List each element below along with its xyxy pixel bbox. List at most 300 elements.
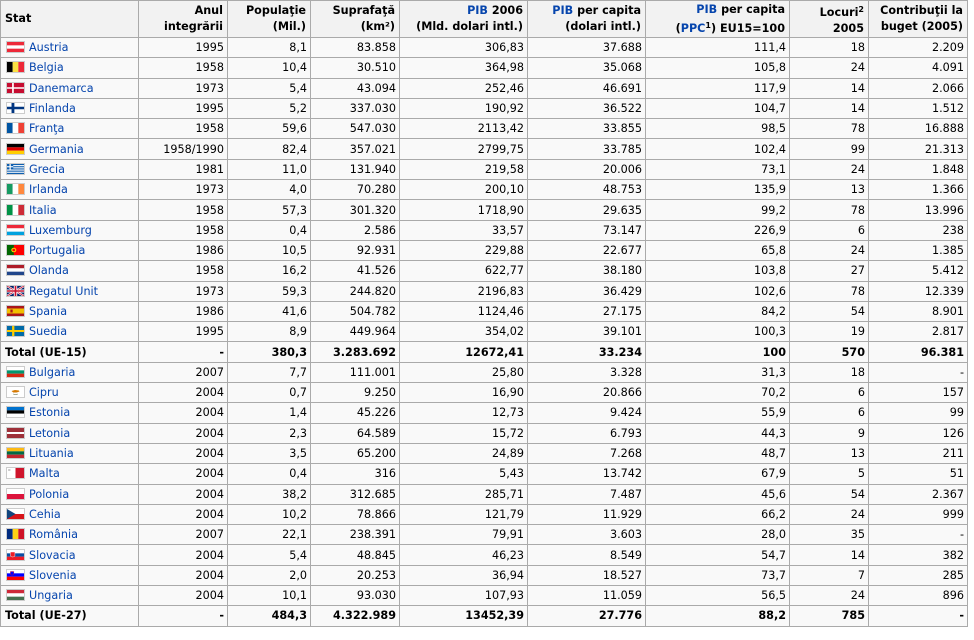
country-link[interactable]: Austria [29,41,69,55]
header-gdp[interactable]: PIB 2006 (Mld. dolari intl.) [400,1,528,38]
gdp-cell: 229,88 [400,240,528,260]
country-link[interactable]: Slovacia [29,548,76,562]
ppp-cell: 111,4 [646,38,790,58]
greece-flag-icon [6,163,25,175]
austria-flag-icon [6,41,25,53]
contrib-cell: 238 [869,220,968,240]
pop-cell: 5,4 [228,78,311,98]
gdppc-cell: 22.677 [528,240,646,260]
area-cell: 238.391 [311,525,400,545]
pop-cell: 11,0 [228,159,311,179]
year-cell: 1958 [139,220,228,240]
gdppc-cell: 38.180 [528,261,646,281]
contrib-cell: 211 [869,443,968,463]
seats-cell: 99 [790,139,869,159]
denmark-flag-icon [6,82,25,94]
ppp-gdp-link[interactable]: PIB [696,2,718,16]
ppp-cell: 54,7 [646,545,790,565]
table-row [1,281,968,301]
country-link[interactable]: Italia [29,203,57,217]
header-contributions[interactable]: Contribuţii la buget (2005) [869,1,968,38]
state-cell [1,565,139,585]
header-area[interactable]: Suprafaţă (km²) [311,1,400,38]
gdp-cell: 219,58 [400,159,528,179]
year-cell: 1958 [139,200,228,220]
seats-cell: 24 [790,504,869,524]
country-link[interactable]: Belgia [29,61,64,75]
state-cell [1,423,139,443]
gdp-cell: 16,90 [400,383,528,403]
header-gdp-per-capita[interactable]: PIB per capita (dolari intl.) [528,1,646,38]
pop-cell: 1,4 [228,403,311,423]
header-state[interactable]: Stat [1,1,139,38]
state-cell [1,200,139,220]
pop-cell: 0,4 [228,464,311,484]
country-link[interactable]: Cehia [29,507,61,521]
total-row [1,606,968,626]
seats-cell: 5 [790,464,869,484]
country-link[interactable]: Ungaria [29,589,73,603]
cyprus-flag-icon [6,386,25,398]
ppp-cell: 73,7 [646,565,790,585]
pop-cell: 10,2 [228,504,311,524]
year-cell: 1973 [139,78,228,98]
table-row [1,464,968,484]
seats-cell: 78 [790,200,869,220]
area-cell: 312.685 [311,484,400,504]
ppp-cell: 102,6 [646,281,790,301]
year-cell: 1958 [139,261,228,281]
finland-flag-icon [6,102,25,114]
gdp-cell: 622,77 [400,261,528,281]
state-cell [1,322,139,342]
ppp-cell: 48,7 [646,443,790,463]
pop-cell: 2,0 [228,565,311,585]
year-cell: 2004 [139,464,228,484]
year-cell: 2007 [139,525,228,545]
ppp-cell: 70,2 [646,383,790,403]
country-link[interactable]: Olanda [29,264,69,278]
table-row [1,78,968,98]
gdp-cell: 1124,46 [400,301,528,321]
seats-cell: 27 [790,261,869,281]
gdp-cell: 1718,90 [400,200,528,220]
table-row [1,159,968,179]
pop-cell: 5,4 [228,545,311,565]
year-cell: 2004 [139,383,228,403]
ppp-cell: 88,2 [646,606,790,626]
malta-flag-icon [6,467,25,479]
state-cell [1,119,139,139]
table-row [1,261,968,281]
seats-cell: 78 [790,119,869,139]
area-cell: 78.866 [311,504,400,524]
area-cell: 30.510 [311,58,400,78]
table-row [1,98,968,118]
year-cell: 2007 [139,362,228,382]
state-cell [1,180,139,200]
country-link[interactable]: Polonia [29,487,70,501]
seats-cell: 18 [790,362,869,382]
gdp-cell: 364,98 [400,58,528,78]
pop-cell: 59,3 [228,281,311,301]
gdppc-cell: 3.328 [528,362,646,382]
seats-cell: 14 [790,545,869,565]
ppp-cell: 44,3 [646,423,790,443]
ppp-cell: 67,9 [646,464,790,484]
gdp-cell: 5,43 [400,464,528,484]
year-cell: 1986 [139,301,228,321]
table-row [1,504,968,524]
country-link[interactable]: Regatul Unit [29,284,99,298]
gdppc-cell: 37.688 [528,38,646,58]
gdppc-cell: 33.855 [528,119,646,139]
seats-cell: 6 [790,220,869,240]
country-link[interactable]: Letonia [29,426,71,440]
contrib-cell: 1.512 [869,98,968,118]
ppp-cell: 45,6 [646,484,790,504]
country-link[interactable]: Portugalia [29,244,86,258]
year-cell: 1995 [139,322,228,342]
country-link[interactable]: Spania [29,305,68,318]
area-cell: 131.940 [311,159,400,179]
contrib-cell: 21.313 [869,139,968,159]
year-cell: 1981 [139,159,228,179]
ppp-cell: 65,8 [646,240,790,260]
pop-cell: 2,3 [228,423,311,443]
ireland-flag-icon [6,183,25,195]
netherlands-flag-icon [6,264,25,276]
gdppc-cell: 18.527 [528,565,646,585]
state-cell [1,403,139,423]
contrib-cell: 12.339 [869,281,968,301]
country-link[interactable]: Lituania [29,447,74,461]
contrib-cell: 1.366 [869,180,968,200]
contrib-cell: 2.209 [869,38,968,58]
slovakia-flag-icon [6,549,25,561]
seats-cell: 54 [790,484,869,504]
area-cell: 357.021 [311,139,400,159]
header-year[interactable]: Anul integrării [139,1,228,38]
spain-flag-icon [6,305,25,317]
year-cell: 2004 [139,545,228,565]
area-cell: 504.782 [311,301,400,321]
country-link[interactable]: Finlanda [29,102,76,116]
pop-cell: 10,5 [228,240,311,260]
area-cell: 111.001 [311,362,400,382]
country-link[interactable]: Malta [29,467,60,481]
pop-cell: 38,2 [228,484,311,504]
state-cell [1,159,139,179]
gdppc-cell: 27.175 [528,301,646,321]
area-cell: 83.858 [311,38,400,58]
state-cell [1,383,139,403]
seats-cell: 13 [790,443,869,463]
pop-cell: 380,3 [228,342,311,362]
contrib-cell: 13.996 [869,200,968,220]
gdp-cell: 25,80 [400,362,528,382]
table-row [1,322,968,342]
year-cell: 1958/1990 [139,139,228,159]
country-link[interactable]: Estonia [29,406,71,420]
country-link[interactable]: Suedia [29,325,68,339]
ppp-cell: 135,9 [646,180,790,200]
ppp-cell: 66,2 [646,504,790,524]
year-cell: 2004 [139,443,228,463]
year-cell: 2004 [139,586,228,606]
area-cell: 65.200 [311,443,400,463]
gdppc-cell: 46.691 [528,78,646,98]
table-row [1,484,968,504]
area-cell: 4.322.989 [311,606,400,626]
luxembourg-flag-icon [6,224,25,236]
contrib-cell: 2.367 [869,484,968,504]
seats-cell: 24 [790,240,869,260]
seats-cell: 78 [790,281,869,301]
table-row [1,301,968,321]
contrib-cell: 5.412 [869,261,968,281]
year-cell: 2004 [139,565,228,585]
gdp-cell: 12,73 [400,403,528,423]
ppp-cell: 102,4 [646,139,790,159]
gdp-cell: 200,10 [400,180,528,200]
contrib-cell: 896 [869,586,968,606]
seats-cell: 6 [790,383,869,403]
contrib-cell: 51 [869,464,968,484]
gdppc-cell: 33.785 [528,139,646,159]
contrib-cell: 2.817 [869,322,968,342]
state-cell [1,606,139,626]
contrib-cell: 157 [869,383,968,403]
gdp-cell: 2113,42 [400,119,528,139]
country-link[interactable]: România [29,528,78,542]
seats-cell: 24 [790,58,869,78]
ppp-cell: 104,7 [646,98,790,118]
czech-flag-icon [6,508,25,520]
pop-cell: 16,2 [228,261,311,281]
year-cell: 1995 [139,38,228,58]
table-row [1,38,968,58]
state-cell [1,139,139,159]
table-row [1,525,968,545]
seats-cell: 13 [790,180,869,200]
seats-footnote[interactable]: 2 [858,4,864,14]
ppp-cell: 98,5 [646,119,790,139]
poland-flag-icon [6,488,25,500]
pop-cell: 82,4 [228,139,311,159]
state-cell [1,443,139,463]
contrib-cell: - [869,525,968,545]
gdp-cell: 36,94 [400,565,528,585]
state-cell [1,301,139,321]
state-cell [1,98,139,118]
gdp-link[interactable]: PIB [467,4,488,17]
year-cell: 1973 [139,180,228,200]
pop-cell: 7,7 [228,362,311,382]
slovenia-flag-icon [6,569,25,581]
table-row [1,139,968,159]
ppp-cell: 56,5 [646,586,790,606]
gdppc-cell: 36.429 [528,281,646,301]
table-row [1,180,968,200]
ppp-cell: 73,1 [646,159,790,179]
year-cell: 1958 [139,119,228,139]
contrib-cell: - [869,606,968,626]
state-cell [1,342,139,362]
portugal-flag-icon [6,244,25,256]
gdppc-cell: 20.006 [528,159,646,179]
table-row [1,200,968,220]
year-cell: - [139,342,228,362]
country-link[interactable]: Bulgaria [29,365,76,379]
ppp-link[interactable]: PPC [680,21,706,35]
country-link[interactable]: Luxemburg [29,223,92,237]
country-link[interactable]: Germania [29,142,84,156]
gdppc-cell: 13.742 [528,464,646,484]
seats-cell: 6 [790,403,869,423]
area-cell: 449.964 [311,322,400,342]
header-population[interactable]: Populaţie (Mil.) [228,1,311,38]
contrib-cell: - [869,362,968,382]
lithuania-flag-icon [6,447,25,459]
gdppc-cell: 6.793 [528,423,646,443]
ppp-cell: 55,9 [646,403,790,423]
gdp-cell: 46,23 [400,545,528,565]
table-row [1,545,968,565]
area-cell: 92.931 [311,240,400,260]
area-cell: 9.250 [311,383,400,403]
contrib-cell: 96.381 [869,342,968,362]
seats-cell: 785 [790,606,869,626]
gdppc-cell: 39.101 [528,322,646,342]
pop-cell: 10,1 [228,586,311,606]
year-cell: 1958 [139,58,228,78]
pop-cell: 0,7 [228,383,311,403]
gdp-cell: 354,02 [400,322,528,342]
country-link[interactable]: Grecia [29,162,66,176]
ppp-footnote[interactable]: 1 [705,20,711,30]
area-cell: 45.226 [311,403,400,423]
area-cell: 43.094 [311,78,400,98]
area-cell: 547.030 [311,119,400,139]
pop-cell: 22,1 [228,525,311,545]
country-link[interactable]: Irlanda [29,183,68,197]
contrib-cell: 285 [869,565,968,585]
gdp-cell: 33,57 [400,220,528,240]
area-cell: 301.320 [311,200,400,220]
seats-cell: 19 [790,322,869,342]
seats-cell: 7 [790,565,869,585]
total-label: Total (UE-27) [5,609,87,623]
country-link[interactable]: Danemarca [29,81,94,95]
gdppc-cell: 20.866 [528,383,646,403]
gdp-cell: 15,72 [400,423,528,443]
pop-cell: 5,2 [228,98,311,118]
gdp-per-capita-link[interactable]: PIB [552,4,574,17]
gdppc-cell: 7.268 [528,443,646,463]
seats-cell: 24 [790,159,869,179]
header-row [1,1,968,38]
seats-cell: 9 [790,423,869,443]
ppp-cell: 100 [646,342,790,362]
gdp-cell: 13452,39 [400,606,528,626]
contrib-cell: 99 [869,403,968,423]
gdppc-cell: 8.549 [528,545,646,565]
total-label: Total (UE-15) [5,345,87,359]
belgium-flag-icon [6,61,25,73]
country-link[interactable]: Franţa [29,122,65,136]
seats-cell: 24 [790,586,869,606]
state-cell [1,58,139,78]
year-cell: 2004 [139,423,228,443]
gdp-cell: 2196,83 [400,281,528,301]
state-cell [1,545,139,565]
pop-cell: 59,6 [228,119,311,139]
pop-cell: 10,4 [228,58,311,78]
country-link[interactable]: Cipru [29,386,59,400]
table-row [1,240,968,260]
contrib-cell: 16.888 [869,119,968,139]
gdppc-cell: 33.234 [528,342,646,362]
romania-flag-icon [6,528,25,540]
country-link[interactable]: Slovenia [29,568,77,582]
contrib-cell: 1.848 [869,159,968,179]
area-cell: 3.283.692 [311,342,400,362]
gdp-cell: 2799,75 [400,139,528,159]
state-cell [1,362,139,382]
year-cell: 2004 [139,403,228,423]
header-ppp[interactable]: PIB per capita (PPC$^1$) EU15=100 [646,1,790,38]
latvia-flag-icon [6,427,25,439]
area-cell: 337.030 [311,98,400,118]
header-seats[interactable]: Locuri$^2$ 2005 [790,1,869,38]
bulgaria-flag-icon [6,366,25,378]
year-cell: 1986 [139,240,228,260]
year-cell: - [139,606,228,626]
gdppc-cell: 11.059 [528,586,646,606]
pop-cell: 0,4 [228,220,311,240]
gdp-cell: 79,91 [400,525,528,545]
state-cell [1,586,139,606]
sweden-flag-icon [6,325,25,337]
seats-cell: 35 [790,525,869,545]
state-cell [1,78,139,98]
ppp-cell: 226,9 [646,220,790,240]
gdppc-cell: 3.603 [528,525,646,545]
pop-cell: 57,3 [228,200,311,220]
area-cell: 93.030 [311,586,400,606]
gdppc-cell: 36.522 [528,98,646,118]
gdp-cell: 107,93 [400,586,528,606]
contrib-cell: 8.901 [869,301,968,321]
gdppc-cell: 29.635 [528,200,646,220]
state-cell [1,525,139,545]
table-row [1,565,968,585]
year-cell: 2004 [139,484,228,504]
year-cell: 1973 [139,281,228,301]
ppp-cell: 105,8 [646,58,790,78]
gdp-cell: 12672,41 [400,342,528,362]
gdppc-cell: 48.753 [528,180,646,200]
gdp-cell: 24,89 [400,443,528,463]
area-cell: 70.280 [311,180,400,200]
gdppc-cell: 35.068 [528,58,646,78]
gdp-cell: 121,79 [400,504,528,524]
ppp-cell: 103,8 [646,261,790,281]
state-cell [1,220,139,240]
ppp-cell: 100,3 [646,322,790,342]
ppp-cell: 28,0 [646,525,790,545]
